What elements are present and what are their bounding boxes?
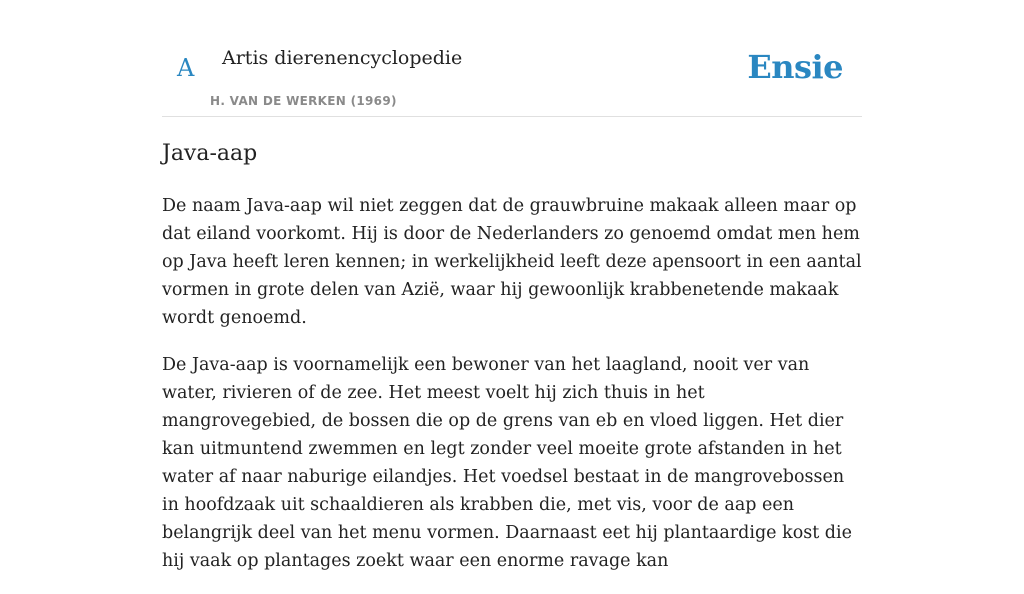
ensie-logo-link[interactable]: Ensie [747, 48, 843, 86]
index-letter-link[interactable]: A [177, 54, 195, 82]
article-title: Java-aap [162, 141, 258, 166]
article-paragraph: De Java-aap is voornamelijk een bewoner van het laagland, nooit ver van water, rivieren of de zee. Het meest voelt hij zich thuis in het mangrovegebied, de bossen die op de grens van eb en vloed liggen. Het dier kan uitmuntend zwemmen en legt zonder veel moeite grote afstanden in het water af naar naburige eilandjes. Het voedsel bestaat in de mangrovebossen in hoofdzaak uit schaaldieren als krabben die, met vis, voor de aap een belangrijk deel van het menu vormen. Daarnaast eet hij plantaardige kost die hij vaak op plantages zoekt waar een enorme ravage kan [162, 355, 852, 571]
article-body [162, 138, 862, 594]
book-title-link[interactable]: Artis dierenencyclopedie [222, 47, 463, 69]
book-author: H. VAN DE WERKEN (1969) [210, 94, 397, 108]
article-paragraph: De naam Java-aap wil niet zeggen dat de grauwbruine makaak alleen maar op dat eiland voorkomt. Hij is door de Nederlanders zo genoemd omdat men hem op Java heeft leren kennen; in werkelijkheid leeft deze apensoort in een aantal vormen in grote delen van Azië, waar hij gewoonlijk krabbenetende makaak wordt genoemd. [162, 196, 862, 328]
book-header [162, 0, 862, 117]
